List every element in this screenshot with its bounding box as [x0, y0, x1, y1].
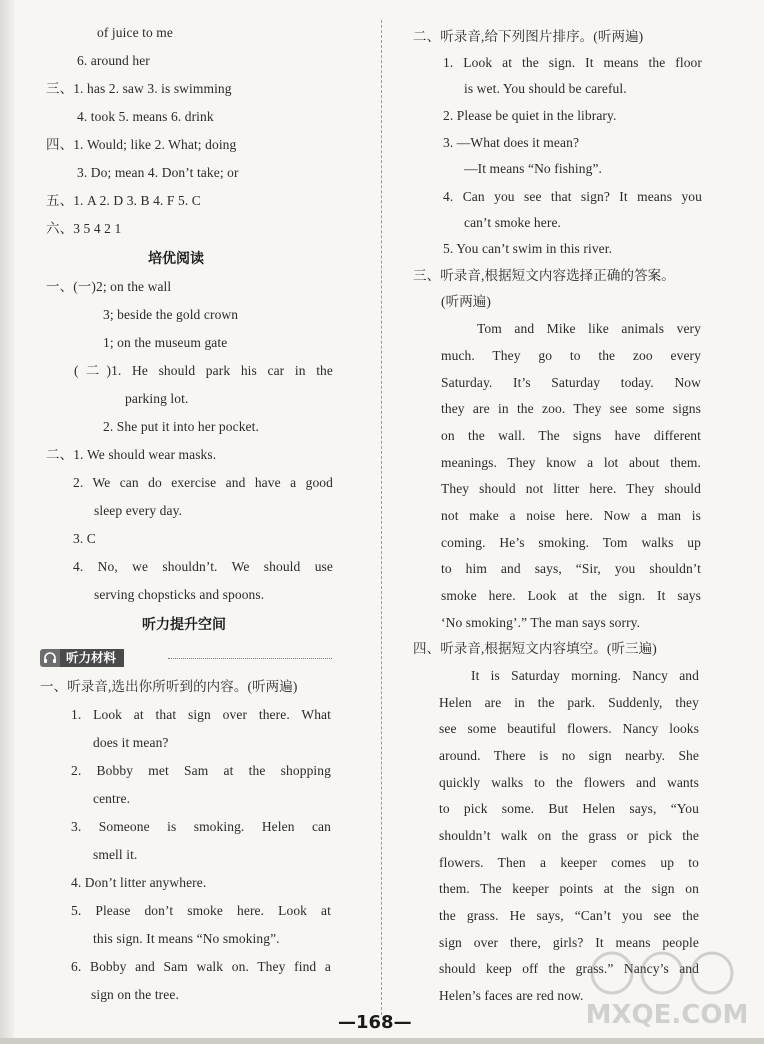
banner-label: 听力材料: [60, 649, 124, 667]
passage2-line-12: should keep off the grass.” Nancy’s and: [439, 961, 699, 976]
passage1-line-4: they are in the zoo. They see some signs: [441, 401, 701, 416]
watermark-logo: [582, 945, 752, 1035]
listening-material-banner: [40, 648, 124, 668]
passage1-line-1: Tom and Mike like animals very: [477, 321, 701, 336]
reading-line-2: 3; beside the gold crown: [103, 307, 239, 322]
reading-line-8: 2. We can do exercise and have a good: [73, 475, 333, 490]
section-title-listening: 听力提升空间: [142, 617, 226, 633]
passage1-line-5: on the wall. The signs have different: [441, 428, 701, 443]
banner-divider: [168, 658, 332, 659]
right-line-9: 5. You can’t swim in this river.: [443, 241, 613, 256]
listening-line-9: 5. Please don’t smoke here. Look at: [71, 903, 331, 918]
reading-line-6: 2. She put it into her pocket.: [103, 419, 259, 434]
left-line-7: 五、1. A 2. D 3. B 4. F 5. C: [46, 193, 201, 208]
left-line-8: 六、3 5 4 2 1: [46, 221, 122, 236]
reading-line-10: 3. C: [73, 531, 96, 546]
left-line-6: 3. Do; mean 4. Don’t take; or: [77, 165, 239, 180]
right-line-2: 1. Look at the sign. It means the floor: [443, 55, 702, 70]
listening-line-10: this sign. It means “No smoking”.: [93, 931, 280, 946]
section-title-reading: 培优阅读: [148, 251, 204, 267]
passage2-line-5: quickly walks to the flowers and wants: [439, 775, 699, 790]
passage2-line-8: flowers. Then a keeper comes up to: [439, 855, 699, 870]
right-line-8: can’t smoke here.: [464, 215, 562, 230]
listening-line-7: smell it.: [93, 847, 138, 862]
listening-line-5: centre.: [93, 791, 131, 806]
passage2-line-13: Helen’s faces are red now.: [439, 988, 584, 1003]
passage1-line-7: They should not litter here. They should: [441, 481, 701, 496]
page-bottom-edge: [0, 1038, 764, 1044]
left-line-2: 6. around her: [77, 53, 150, 68]
headphones-icon: [40, 649, 60, 667]
passage1-line-8: not make a noise here. Now a man is: [441, 508, 701, 523]
passage1-line-12: ‘No smoking’.” The man says sorry.: [441, 615, 641, 630]
reading-line-11: 4. No, we shouldn’t. We should use: [73, 559, 333, 574]
passage1-line-6: meanings. They know a lot about them.: [441, 455, 701, 470]
passage1-line-3: Saturday. It’s Saturday today. Now: [441, 375, 701, 390]
passage2-line-4: around. There is no sign nearby. She: [439, 748, 699, 763]
passage1-line-2: much. They go to the zoo every: [441, 348, 701, 363]
right-line-10: 三、听录音,根据短文内容选择正确的答案。: [413, 268, 675, 283]
reading-line-4: (二)1. He should park his car in the: [74, 363, 333, 378]
listening-line-11: 6. Bobby and Sam walk on. They find a: [71, 959, 331, 974]
right-line-4: 2. Please be quiet in the library.: [443, 108, 617, 123]
passage2-line-10: the grass. He says, “Can’t you see the: [439, 908, 699, 923]
right-line-7: 4. Can you see that sign? It means you: [443, 189, 702, 204]
listening-line-12: sign on the tree.: [91, 987, 179, 1002]
passage2-line-3: see some beautiful flowers. Nancy looks: [439, 721, 699, 736]
page-number: —168—: [338, 1012, 412, 1033]
reading-line-5: parking lot.: [125, 391, 189, 406]
right-heading-4: 四、听录音,根据短文内容填空。(听三遍): [413, 641, 657, 656]
svg-text:MXQE.COM: MXQE.COM: [585, 1000, 749, 1030]
passage1-line-10: to him and says, “Sir, you shouldn’t: [441, 561, 701, 576]
right-line-1: 二、听录音,给下列图片排序。(听两遍): [413, 29, 644, 44]
reading-line-12: serving chopsticks and spoons.: [94, 587, 265, 602]
page-binding-shadow: [0, 0, 14, 1044]
listening-line-2: 1. Look at that sign over there. What: [71, 707, 331, 722]
left-line-5: 四、1. Would; like 2. What; doing: [46, 137, 237, 152]
passage2-line-1: It is Saturday morning. Nancy and: [471, 668, 699, 683]
passage1-line-11: smoke here. Look at the sign. It says: [441, 588, 701, 603]
left-line-4: 4. took 5. means 6. drink: [77, 109, 214, 124]
reading-line-9: sleep every day.: [94, 503, 183, 518]
listening-line-3: does it mean?: [93, 735, 169, 750]
passage2-line-2: Helen are in the park. Suddenly, they: [439, 695, 699, 710]
left-line-3: 三、1. has 2. saw 3. is swimming: [46, 81, 232, 96]
column-divider: [381, 20, 382, 1015]
passage2-line-9: them. The keeper points at the sign on: [439, 881, 699, 896]
right-line-3: is wet. You should be careful.: [464, 81, 627, 96]
listening-line-1: 一、听录音,选出你所听到的内容。(听两遍): [40, 679, 298, 694]
passage2-line-11: sign over there, girls? It means people: [439, 935, 699, 950]
passage1-line-9: coming. He’s smoking. Tom walks up: [441, 535, 701, 550]
right-line-6: —It means “No fishing”.: [464, 161, 603, 176]
listening-line-8: 4. Don’t litter anywhere.: [71, 875, 207, 890]
right-line-11: (听两遍): [441, 294, 491, 309]
right-line-5: 3. —What does it mean?: [443, 135, 580, 150]
reading-line-1: 一、(一)2; on the wall: [46, 279, 172, 294]
listening-line-4: 2. Bobby met Sam at the shopping: [71, 763, 331, 778]
passage2-line-6: to pick some. But Helen says, “You: [439, 801, 699, 816]
passage2-line-7: shouldn’t walk on the grass or pick the: [439, 828, 699, 843]
reading-line-3: 1; on the museum gate: [103, 335, 228, 350]
reading-line-7: 二、1. We should wear masks.: [46, 447, 217, 462]
left-line-1: of juice to me: [97, 25, 173, 40]
listening-line-6: 3. Someone is smoking. Helen can: [71, 819, 331, 834]
